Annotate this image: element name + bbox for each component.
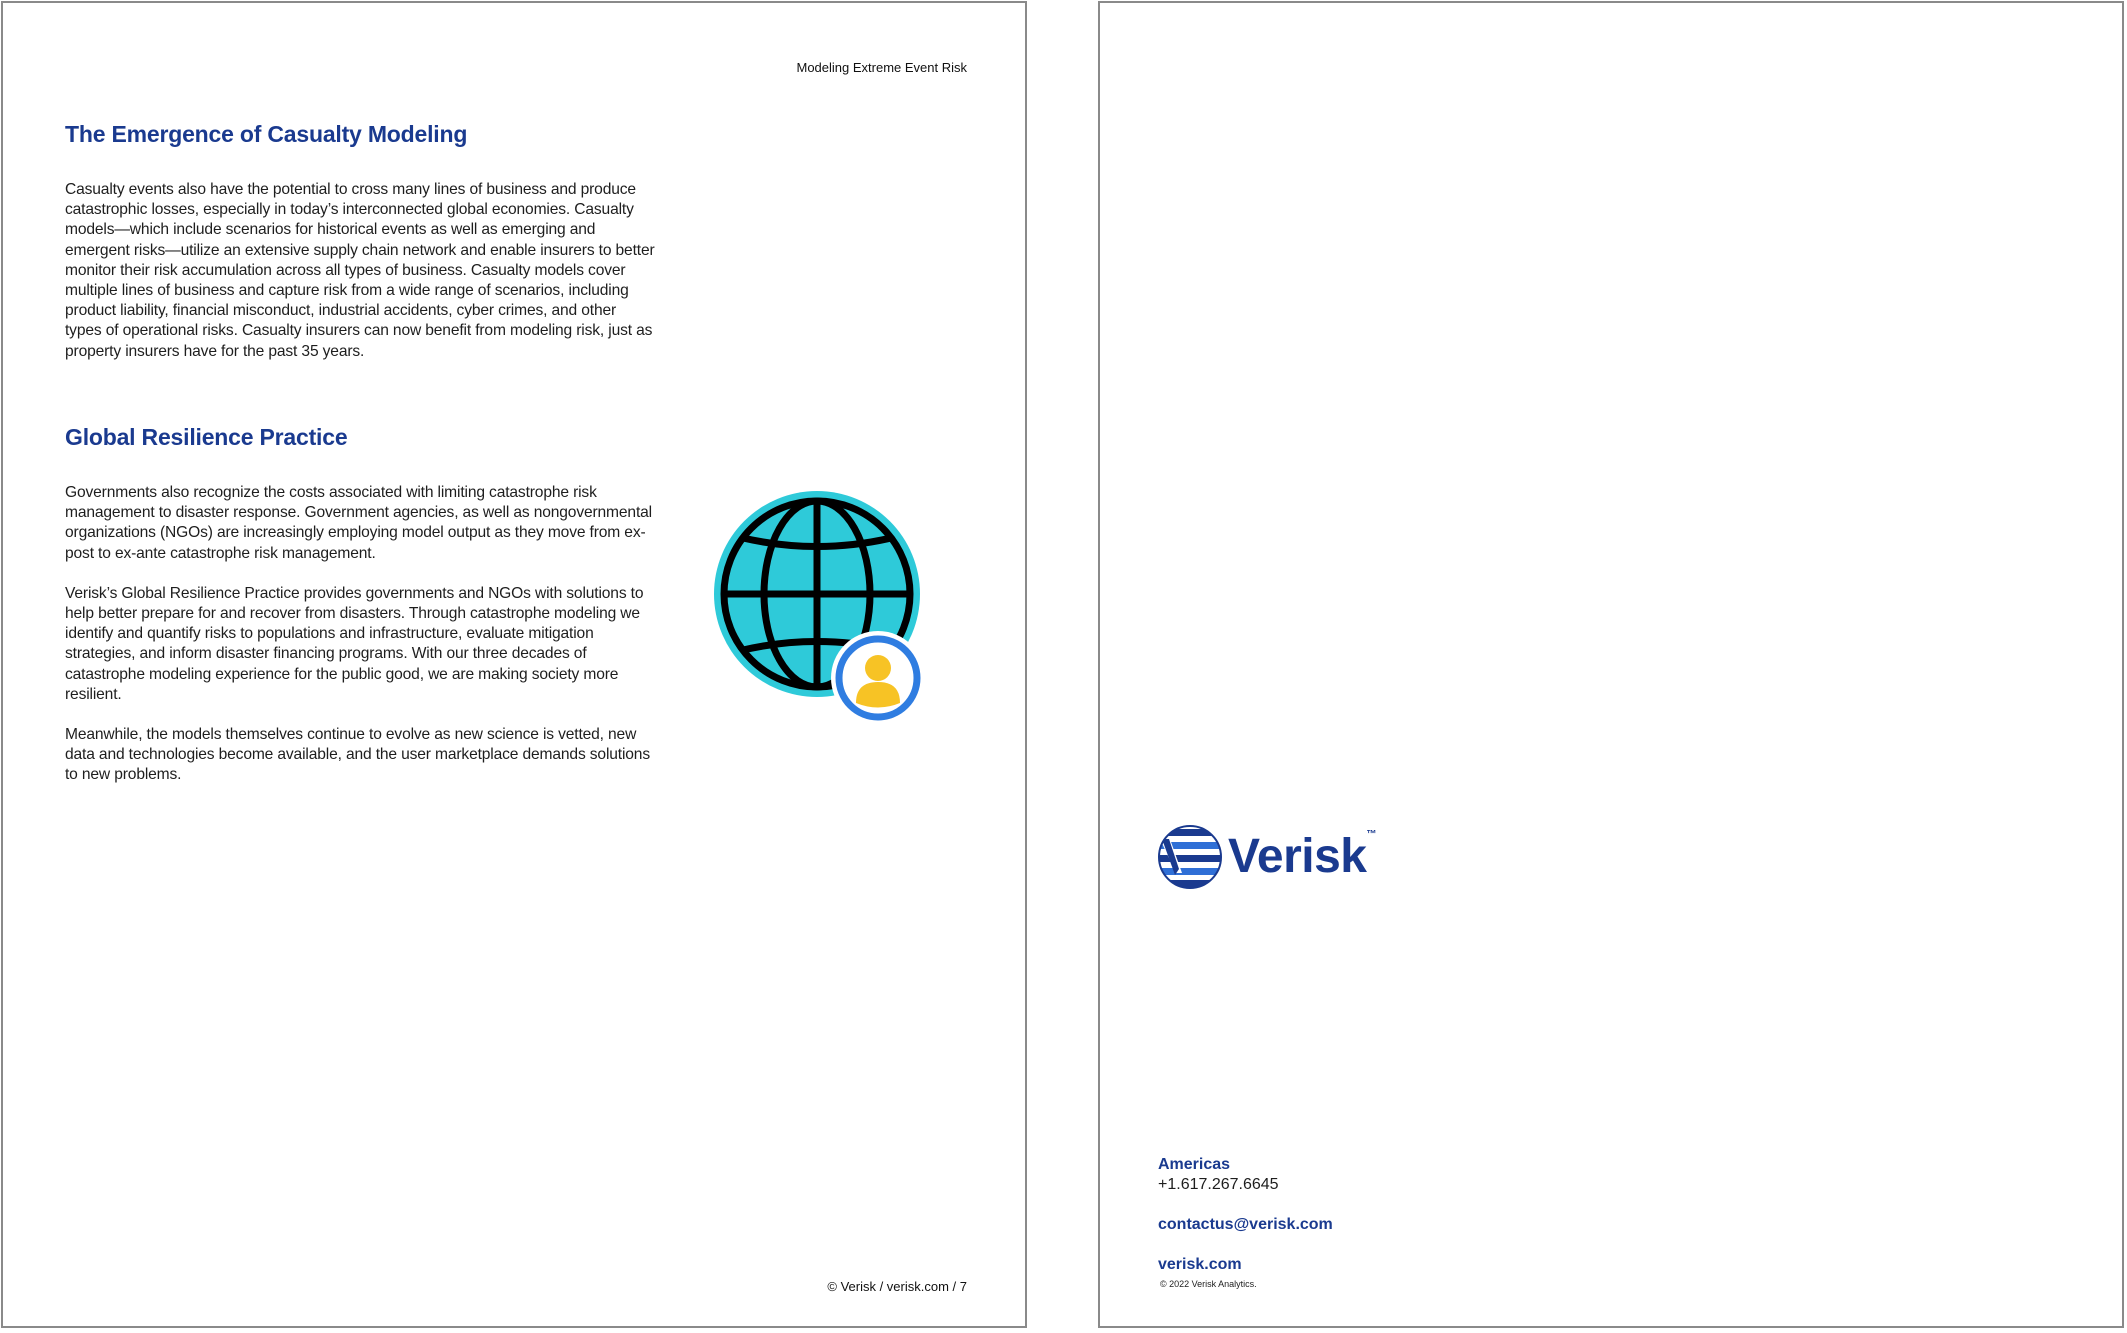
section-body-casualty-modeling [65,180,655,362]
paragraph: Casualty events also have the potential to cross many lines of business and produce catastrophic losses, especially in today’s interconnected global economies. Casualty models—which include scenarios for historical events as well as emerging and emergent risks—utilize an extensive supply chain network and enable insurers to better monitor their risk accumulation across all types of business. Casualty models cover multiple lines of business and capture risk from a wide range of scenarios, including product liability, financial misconduct, industrial accidents, cyber crimes, and other types of operational risks. Casualty insurers can now benefit from modeling risk, just as property insurers have for the past 35 years. [65,181,655,360]
trademark-symbol: ™ [1366,829,1377,840]
document-page-7 [1,1,1027,1328]
person-badge-icon [831,631,925,725]
contact-region: Americas [1158,1156,1231,1173]
section-heading-casualty-modeling: The Emergence of Casualty Modeling [65,121,468,147]
paragraph: Meanwhile, the models themselves continue to evolve as new science is vetted, new data and technologies become available, and the user marketplace demands solutions to new problems. [65,726,650,784]
page-footer: © Verisk / verisk.com / 7 [827,1279,967,1294]
contact-email-link[interactable]: contactus@verisk.com [1158,1216,1333,1233]
verisk-logo [1158,825,1376,889]
running-header: Modeling Extreme Event Risk [796,60,967,75]
paragraph: Verisk’s Global Resilience Practice provides governments and NGOs with solutions to help better prepare for and recover from disasters. Through catastrophe modeling we identify and quantify risks to populations and infrastructure, evaluate mitigation strategies, and inform disaster financing programs. With our three decades of catastrophe modeling experience for the public good, we are making society more resilient. [65,584,644,703]
copyright-notice: © 2022 Verisk Analytics. [1160,1279,1257,1289]
section-heading-global-resilience: Global Resilience Practice [65,424,348,450]
contact-block [1158,1155,1333,1289]
verisk-mark-icon [1158,825,1222,889]
contact-phone: +1.617.267.6645 [1158,1176,1279,1193]
logo-wordmark: Verisk [1228,830,1367,883]
back-cover-page [1098,1,2124,1328]
website-link[interactable]: verisk.com [1158,1256,1242,1273]
globe-with-person-icon [713,490,925,728]
section-body-global-resilience [65,483,655,786]
paragraph: Governments also recognize the costs associated with limiting catastrophe risk management to disaster response. Government agencies, as well as nongovernmental organizations (NGOs) are increasingly employing model output as they move from ex-post to ex-ante catastrophe risk management. [65,484,652,562]
